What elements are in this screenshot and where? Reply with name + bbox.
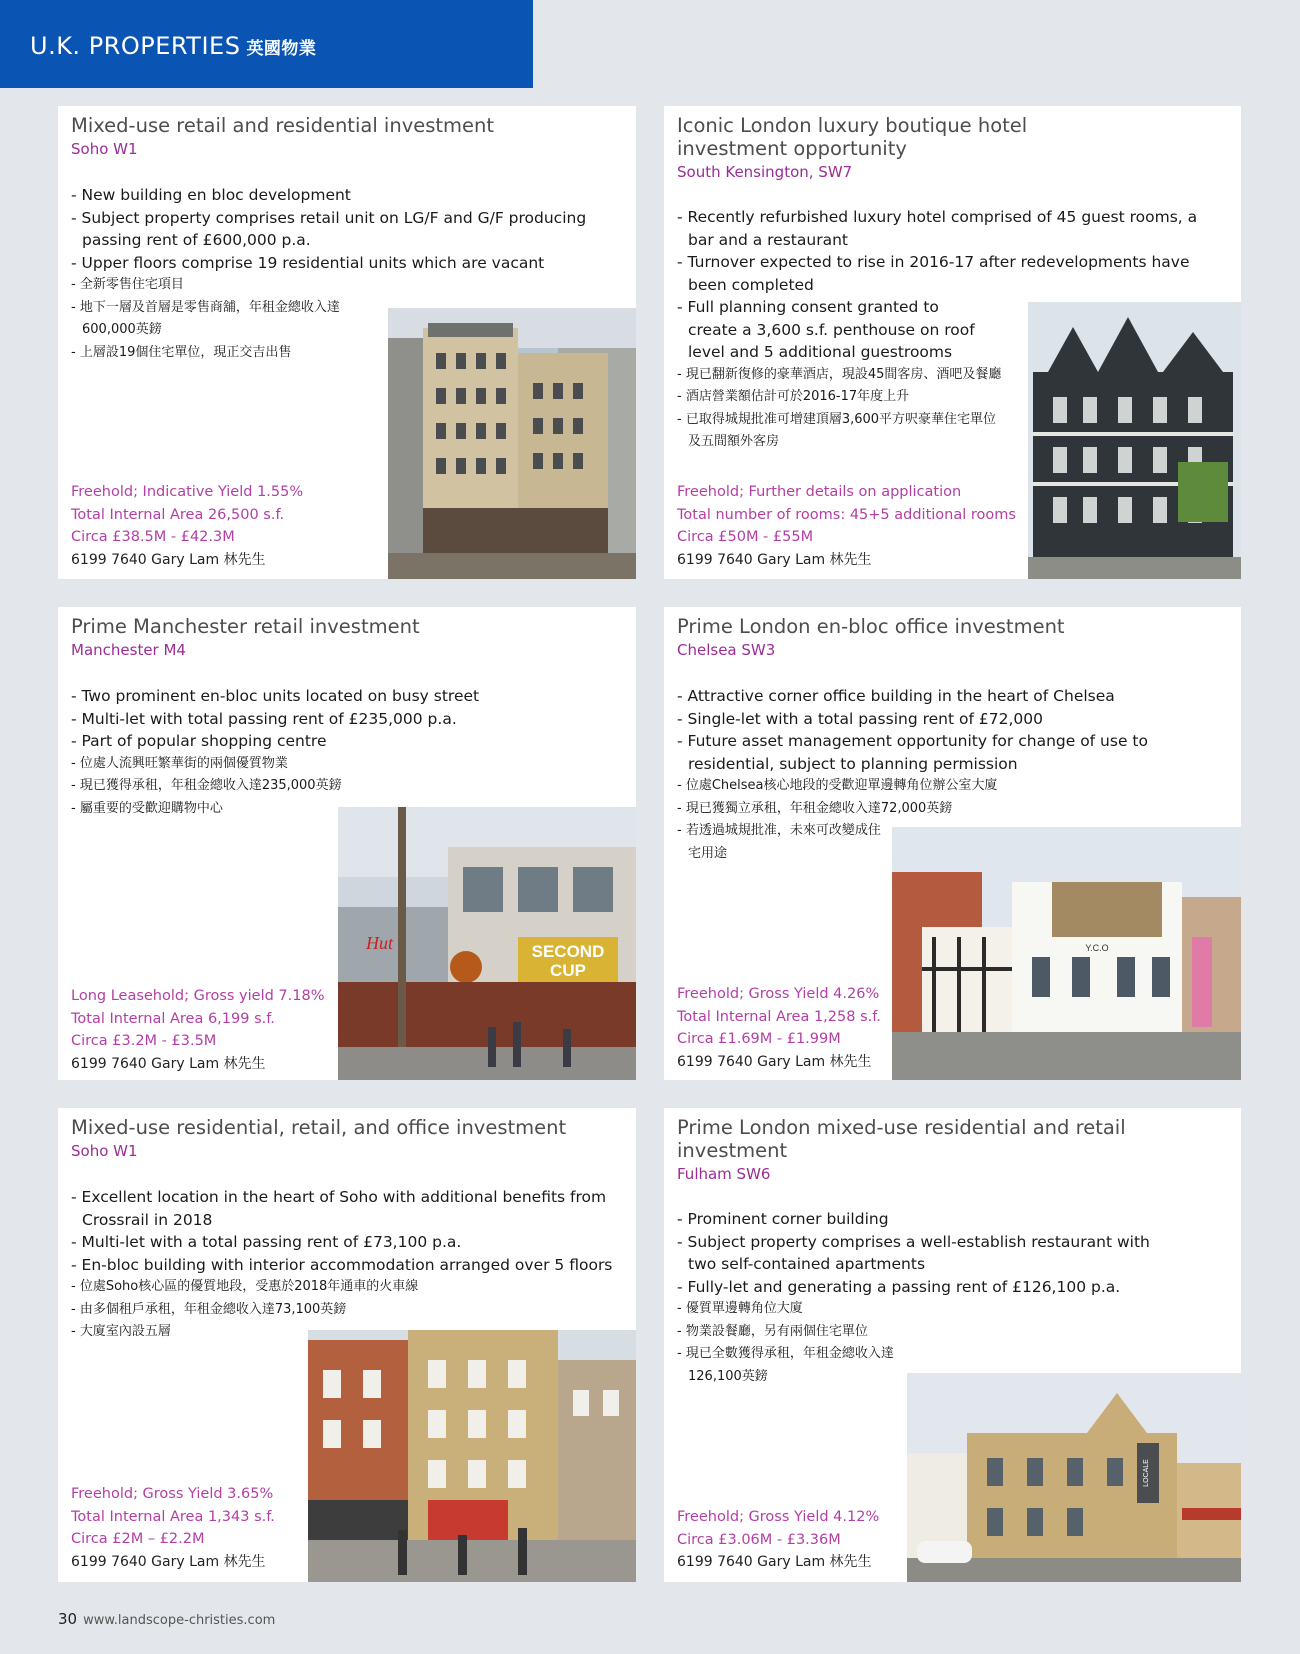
property-card-manchester-retail [58, 607, 636, 1080]
property-features [71, 1186, 631, 1344]
property-title-line: Prime Manchester retail investment [71, 615, 420, 638]
property-title [71, 114, 494, 137]
shop-sign: Y.C.O [1085, 943, 1109, 953]
feature-item-zh: - 現已翻新復修的豪華酒店，現設45間客房、酒吧及餐廳 [677, 366, 1002, 382]
property-card-south-kensington-hotel [664, 106, 1241, 579]
feature-item-zh: - 若透過城規批准，未來可改變成住宅用途 [677, 823, 881, 861]
tenure-yield: Long Leasehold; Gross yield 7.18% [71, 988, 325, 1004]
room-count: Total number of rooms: 45+5 additional rooms [677, 506, 1016, 523]
feature-item-zh: - 現已獲得承租，年租金總收入達235,000英鎊 [71, 778, 342, 793]
feature-item-zh: - 已取得城規批准可增建頂層3,600平方呎豪華住宅單位及五間額外客房 [677, 411, 997, 449]
property-title [677, 1116, 1126, 1162]
internal-area: Total Internal Area 26,500 s.f. [71, 506, 285, 523]
feature-item-zh: - 位處Soho核心區的優質地段，受惠於2018年通車的火車線 [71, 1279, 419, 1294]
page-number: 30 [58, 1610, 78, 1628]
feature-item: - Fully-let and generating a passing rent of £126,100 p.a. [677, 1277, 1121, 1296]
feature-item-zh: - 位處人流興旺繁華街的兩個優質物業 [71, 755, 288, 771]
feature-item-zh: - 上層設19個住宅單位，現正交吉出售 [71, 344, 292, 360]
property-location: Soho W1 [71, 140, 138, 158]
feature-item-zh: - 全新零售住宅項目 [71, 277, 184, 292]
price-range: Circa £3.06M - £3.36M [677, 1531, 841, 1548]
property-title-line: Prime London mixed-use residential and retail [677, 1116, 1126, 1139]
feature-item-zh: - 大廈室內設五層 [71, 1324, 171, 1339]
feature-item: - Upper floors comprise 19 residential units which are vacant [71, 253, 545, 272]
feature-item-zh: - 酒店營業額估計可於2016-17年度上升 [677, 389, 910, 404]
feature-item: - New building en bloc development [71, 186, 351, 204]
agent-contact: 6199 7640 Gary Lam 林先生 [71, 551, 266, 568]
agent-contact: 6199 7640 Gary Lam 林先生 [71, 1055, 266, 1072]
property-title [71, 1116, 566, 1139]
property-price-info [677, 481, 1016, 571]
property-title-line: Prime London en-bloc office investment [677, 615, 1065, 638]
agent-contact: 6199 7640 Gary Lam 林先生 [71, 1553, 266, 1570]
property-location: Chelsea SW3 [677, 641, 776, 659]
property-features [71, 685, 611, 820]
tenure-yield: Freehold; Indicative Yield 1.55% [71, 484, 304, 500]
feature-item: - Two prominent en-bloc units located on busy street [71, 687, 480, 705]
internal-area: Total Internal Area 1,343 s.f. [71, 1508, 275, 1525]
property-price-info [71, 481, 303, 571]
shop-sign: SECOND [531, 942, 605, 961]
tenure-yield: Freehold; Gross Yield 4.26% [677, 986, 880, 1002]
feature-item: - Full planning consent granted to create a 3,600 s.f. penthouse on roof level and 5 additional guestrooms [677, 298, 975, 361]
property-photo [892, 827, 1241, 1080]
price-range: Circa £2M – £2.2M [71, 1531, 205, 1547]
feature-item: - Multi-let with total passing rent of £235,000 p.a. [71, 709, 457, 728]
property-title-line: Mixed-use residential, retail, and office investment [71, 1116, 567, 1139]
page-footer [58, 1610, 275, 1628]
property-photo [1028, 302, 1241, 579]
feature-item: - Turnover expected to rise in 2016-17 after redevelopments have been completed [677, 253, 1190, 294]
tenure-yield: Freehold; Gross Yield 3.65% [71, 1486, 274, 1502]
property-price-info [677, 983, 881, 1073]
feature-item: - Single-let with a total passing rent of £72,000 [677, 709, 1043, 728]
feature-item: - Attractive corner office building in the heart of Chelsea [677, 687, 1115, 705]
price-range: Circa £1.69M - £1.99M [677, 1031, 841, 1047]
feature-item: - Recently refurbished luxury hotel comprised of 45 guest rooms, a bar and a restaurant [677, 208, 1198, 249]
price-range: Circa £3.2M - £3.5M [71, 1033, 217, 1049]
feature-item: - Part of popular shopping centre [71, 732, 327, 750]
section-title [30, 32, 316, 60]
tenure-yield: Freehold; Further details on application [677, 484, 962, 500]
section-title-en: U.K. PROPERTIES [30, 32, 241, 60]
property-title-line: Mixed-use retail and residential investment [71, 114, 495, 137]
property-card-soho-mixed-use [58, 1108, 636, 1582]
property-photo [338, 807, 636, 1080]
property-features [677, 1208, 1157, 1388]
tenure-yield: Freehold; Gross Yield 4.12% [677, 1509, 880, 1525]
feature-item: - Subject property comprises retail unit on LG/F and G/F producing passing rent of £600,000 p.a. [71, 208, 587, 249]
feature-item: - Future asset management opportunity for change of use to residential, subject to planning permission [677, 732, 1148, 773]
feature-item: - Excellent location in the heart of Soho with additional benefits from Crossrail in 2018 [71, 1188, 607, 1229]
feature-item-zh: - 優質單邊轉角位大廈 [677, 1301, 803, 1316]
price-range: Circa £50M - £55M [677, 529, 814, 545]
agent-contact: 6199 7640 Gary Lam 林先生 [677, 551, 872, 568]
section-header [0, 0, 533, 88]
agent-contact: 6199 7640 Gary Lam 林先生 [677, 1053, 872, 1070]
property-location: South Kensington, SW7 [677, 163, 853, 181]
property-location: Soho W1 [71, 1142, 138, 1160]
feature-item-zh: - 位處Chelsea核心地段的受歡迎單邊轉角位辦公室大廈 [677, 778, 998, 793]
property-card-soho-retail-residential [58, 106, 636, 579]
property-title-line: investment opportunity [677, 137, 907, 160]
feature-item-zh: - 地下一層及首層是零售商舖，年租金總收入達 600,000英鎊 [71, 299, 340, 337]
feature-item-zh: - 由多個租戶承租，年租金總收入達73,100英鎊 [71, 1301, 347, 1317]
shop-sign: LOCALE [1143, 1459, 1150, 1487]
property-photo [388, 308, 636, 579]
property-location: Manchester M4 [71, 641, 186, 659]
feature-item: - Multi-let with a total passing rent of £73,100 p.a. [71, 1233, 462, 1251]
feature-item-zh: - 現已獲獨立承租，年租金總收入達72,000英鎊 [677, 800, 953, 816]
property-price-info [71, 985, 325, 1075]
feature-item-zh: - 屬重要的受歡迎購物中心 [71, 800, 223, 816]
property-title [677, 114, 1027, 160]
property-title-line: investment [677, 1139, 788, 1162]
agent-contact: 6199 7640 Gary Lam 林先生 [677, 1554, 872, 1570]
feature-item: - Prominent corner building [677, 1210, 889, 1228]
feature-item-zh: - 現已全數獲得承租，年租金總收入達126,100英鎊 [677, 1346, 894, 1384]
website-url[interactable]: www.landscope-christies.com [83, 1613, 276, 1628]
property-card-chelsea-office [664, 607, 1241, 1080]
property-price-info [677, 1506, 879, 1574]
internal-area: Total Internal Area 1,258 s.f. [677, 1008, 881, 1025]
property-title [677, 615, 1065, 638]
property-photo [308, 1330, 636, 1582]
property-location: Fulham SW6 [677, 1165, 771, 1183]
property-photo [907, 1373, 1241, 1582]
property-title-line: Iconic London luxury boutique hotel [677, 114, 1028, 137]
internal-area: Total Internal Area 6,199 s.f. [71, 1010, 275, 1027]
section-title-zh: 英國物業 [246, 39, 317, 59]
shop-sign: Hut [366, 933, 393, 953]
feature-item-zh: - 物業設餐廳，另有兩個住宅單位 [677, 1323, 868, 1339]
property-title [71, 615, 420, 638]
feature-item: - Subject property comprises a well-establish restaurant with two self-contained apartments [677, 1232, 1150, 1273]
feature-item: - En-bloc building with interior accommodation arranged over 5 floors [71, 1255, 613, 1274]
property-price-info [71, 1483, 275, 1573]
property-card-fulham-mixed-use [664, 1108, 1241, 1582]
price-range: Circa £38.5M - £42.3M [71, 529, 235, 545]
shop-sign: CUP [550, 961, 586, 980]
